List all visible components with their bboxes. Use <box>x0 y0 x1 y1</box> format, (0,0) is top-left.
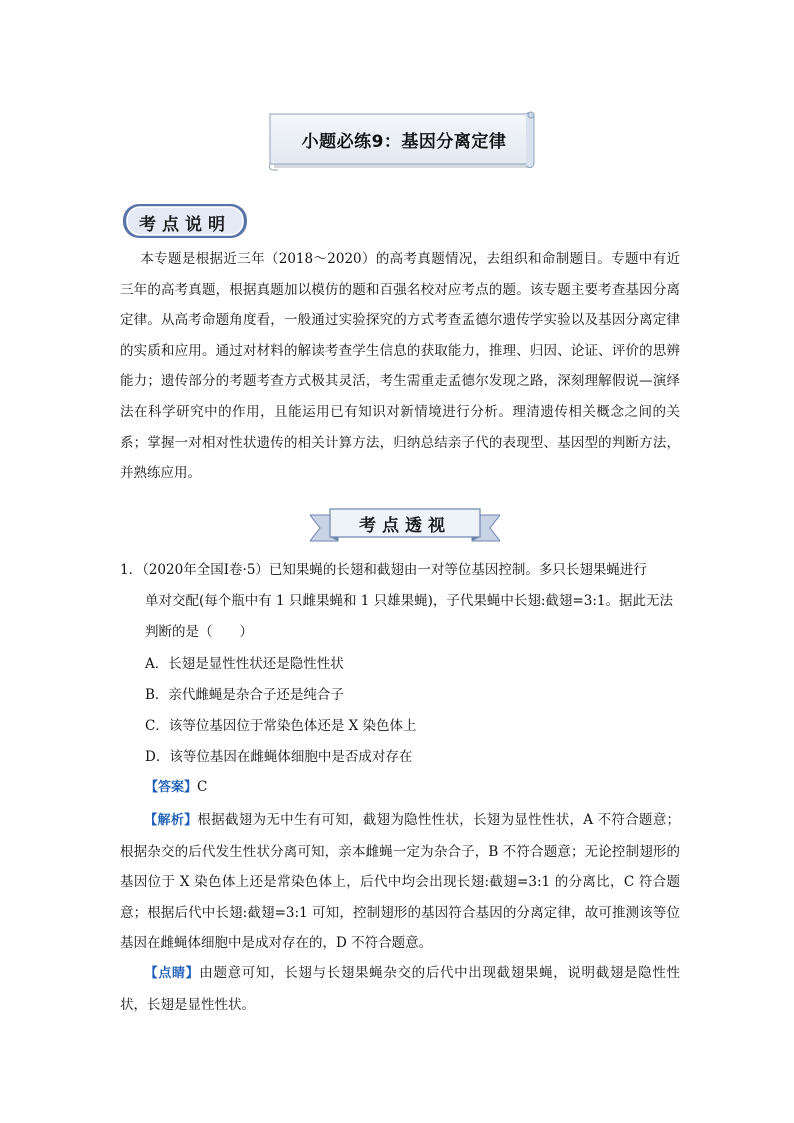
comment-block <box>120 958 680 1020</box>
section-badge-label: 考点说明 <box>139 215 231 235</box>
question-1-line-2: 单对交配(每个瓶中有 1 只雌果蝇和 1 只雄果蝇)，子代果蝇中长翅:截翅=3:1。据此无法 <box>145 593 673 609</box>
title-banner <box>268 110 540 172</box>
answer-value: C <box>197 779 208 795</box>
section-intro-paragraph <box>120 244 680 489</box>
section-ribbon-label: 考点透视 <box>359 516 451 536</box>
analysis-text: 根据截翅为无中生有可知，截翅为隐性性状，长翅为显性性状，A 不符合题意；根据杂交的后代发生性状分离可知，亲本雌蝇一定为杂合子，B 不符合题意；无论控制翅形的基因位于 X 染色体上还是常染色体上，后代中均会出现长翅:截翅=3:1 的分离比，C 符合题意；根据后代中长翅:截翅=3:1 可知，控制翅形的基因符合基因的分离定律，故可推测该等位基因在雌蝇体细胞中是成对存在的，D 不符合题意。 <box>120 812 680 952</box>
answer-tag: 【答案】 <box>145 780 198 795</box>
page-title: 小题必练9：基因分离定律 <box>301 132 507 152</box>
section-badge-kaodian-shuoming <box>120 201 250 241</box>
analysis-tag: 【解析】 <box>144 813 198 828</box>
question-1-line-1: 1．（2020年全国Ⅰ卷·5）已知果蝇的长翅和截翅由一对等位基因控制。多只长翅果蝇进行 <box>120 562 647 578</box>
intro-text: 本专题是根据近三年（2018～2020）的高考真题情况，去组织和命制题目。专题中有近三年的高考真题，根据真题加以模仿的题和百强名校对应考点的题。该专题主要考查基因分离定律。从高考命题角度看，一般通过实验探究的方式考查孟德尔遗传学实验以及基因分离定律的实质和应用。通过对材料的解读考查学生信息的获取能力，推理、归因、论证、评价的思辨能力；遗传部分的考题考查方式极其灵活，考生需重走孟德尔发现之路，深刻理解假说—演绎法在科学研究中的作用，且能运用已有知识对新情境进行分析。理清遗传相关概念之间的关系；掌握一对相对性状遗传的相关计算方法，归纳总结亲子代的表现型、基因型的判断方法，并熟练应用。 <box>120 251 680 482</box>
option-d: D．该等位基因在雌蝇体细胞中是否成对存在 <box>145 749 413 765</box>
option-a: A．长翅是显性性状还是隐性性状 <box>145 656 344 672</box>
comment-tag: 【点睛】 <box>144 966 200 981</box>
option-b: B．亲代雌蝇是杂合子还是纯合子 <box>145 687 344 703</box>
section-ribbon-kaodian-toushi <box>310 505 500 545</box>
answer-line <box>145 776 207 795</box>
question-1-line-3: 判断的是（ ） <box>145 624 253 640</box>
option-c: C．该等位基因位于常染色体还是 X 染色体上 <box>145 718 417 734</box>
comment-text: 由题意可知，长翅与长翅果蝇杂交的后代中出现截翅果蝇，说明截翅是隐性性状，长翅是显性性状。 <box>120 965 680 1013</box>
analysis-block <box>120 805 680 959</box>
